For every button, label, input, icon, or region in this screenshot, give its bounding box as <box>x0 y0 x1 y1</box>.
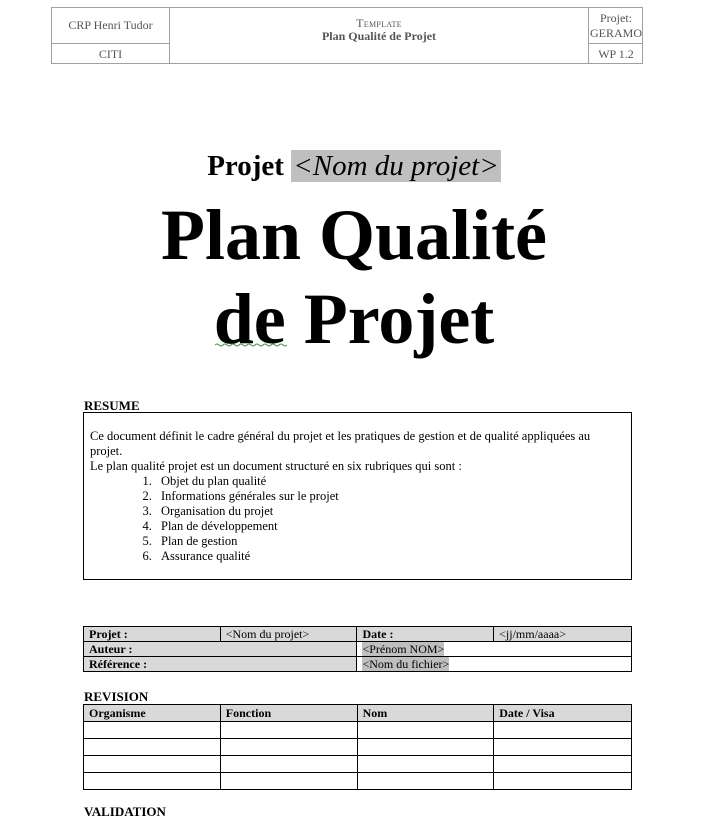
date-value[interactable]: <jj/mm/aaaa> <box>494 627 632 642</box>
table-cell[interactable] <box>357 722 494 739</box>
projet-label: Projet : <box>84 627 221 642</box>
header-org: CRP Henri Tudor <box>52 8 170 44</box>
header-project: Projet: GERAMO <box>588 8 643 44</box>
table-cell[interactable] <box>357 756 494 773</box>
resume-heading: RESUME <box>84 398 140 413</box>
list-item: 3. Organisation du projet <box>155 504 625 519</box>
revision-heading: REVISION <box>84 689 149 704</box>
table-cell[interactable] <box>494 739 632 756</box>
main-title-line1: Plan Qualité <box>160 195 547 275</box>
date-label: Date : <box>357 627 494 642</box>
table-cell[interactable] <box>84 722 221 739</box>
table-cell[interactable] <box>494 756 632 773</box>
list-item: 2. Informations générales sur le projet <box>155 489 625 504</box>
auteur-value[interactable]: <Prénom NOM> <box>362 642 445 656</box>
main-title-line2: de Projet <box>213 279 495 359</box>
reference-value[interactable]: <Nom du fichier> <box>362 657 450 671</box>
header-dept: CITI <box>52 44 170 64</box>
resume-list <box>90 474 625 564</box>
resume-para1: Ce document définit le cadre général du projet et les pratiques de gestion et de qualité appliquées au projet. <box>90 429 591 458</box>
spellcheck-underline <box>215 343 287 347</box>
reference-label: Référence : <box>84 657 357 672</box>
auteur-label: Auteur : <box>84 642 357 657</box>
table-row <box>84 756 632 773</box>
reference-cell[interactable] <box>357 657 632 672</box>
projet-value[interactable]: <Nom du projet> <box>220 627 357 642</box>
list-item: 4. Plan de développement <box>155 519 625 534</box>
header-wp: WP 1.2 <box>588 44 643 64</box>
list-item: 1. Objet du plan qualité <box>155 474 625 489</box>
revision-table <box>83 704 632 790</box>
table-cell[interactable] <box>220 722 357 739</box>
table-cell[interactable] <box>357 739 494 756</box>
header-template-label: Template <box>356 16 402 30</box>
project-prefix: Projet <box>207 150 284 182</box>
table-cell[interactable] <box>220 773 357 790</box>
project-name-placeholder[interactable]: <Nom du projet> <box>293 150 499 182</box>
resume-para2: Le plan qualité projet est un document structuré en six rubriques qui sont : <box>90 459 462 473</box>
validation-heading: VALIDATION <box>84 804 166 819</box>
table-row <box>84 773 632 790</box>
table-row <box>84 739 632 756</box>
auteur-cell[interactable] <box>357 642 632 657</box>
info-table <box>83 626 632 672</box>
table-cell[interactable] <box>494 722 632 739</box>
list-item: 6. Assurance qualité <box>155 549 625 564</box>
list-item: 5. Plan de gestion <box>155 534 625 549</box>
header-title-block <box>170 8 588 64</box>
revision-col-organisme: Organisme <box>84 705 221 722</box>
table-cell[interactable] <box>220 739 357 756</box>
resume-box <box>83 412 632 580</box>
table-cell[interactable] <box>84 739 221 756</box>
revision-col-date-visa: Date / Visa <box>494 705 632 722</box>
table-cell[interactable] <box>357 773 494 790</box>
table-cell[interactable] <box>494 773 632 790</box>
table-cell[interactable] <box>84 773 221 790</box>
revision-col-nom: Nom <box>357 705 494 722</box>
document-header <box>51 7 643 64</box>
table-cell[interactable] <box>84 756 221 773</box>
project-title-line <box>0 150 708 183</box>
table-cell[interactable] <box>220 756 357 773</box>
revision-col-fonction: Fonction <box>220 705 357 722</box>
table-row <box>84 722 632 739</box>
header-doc-title: Plan Qualité de Projet <box>321 29 437 43</box>
